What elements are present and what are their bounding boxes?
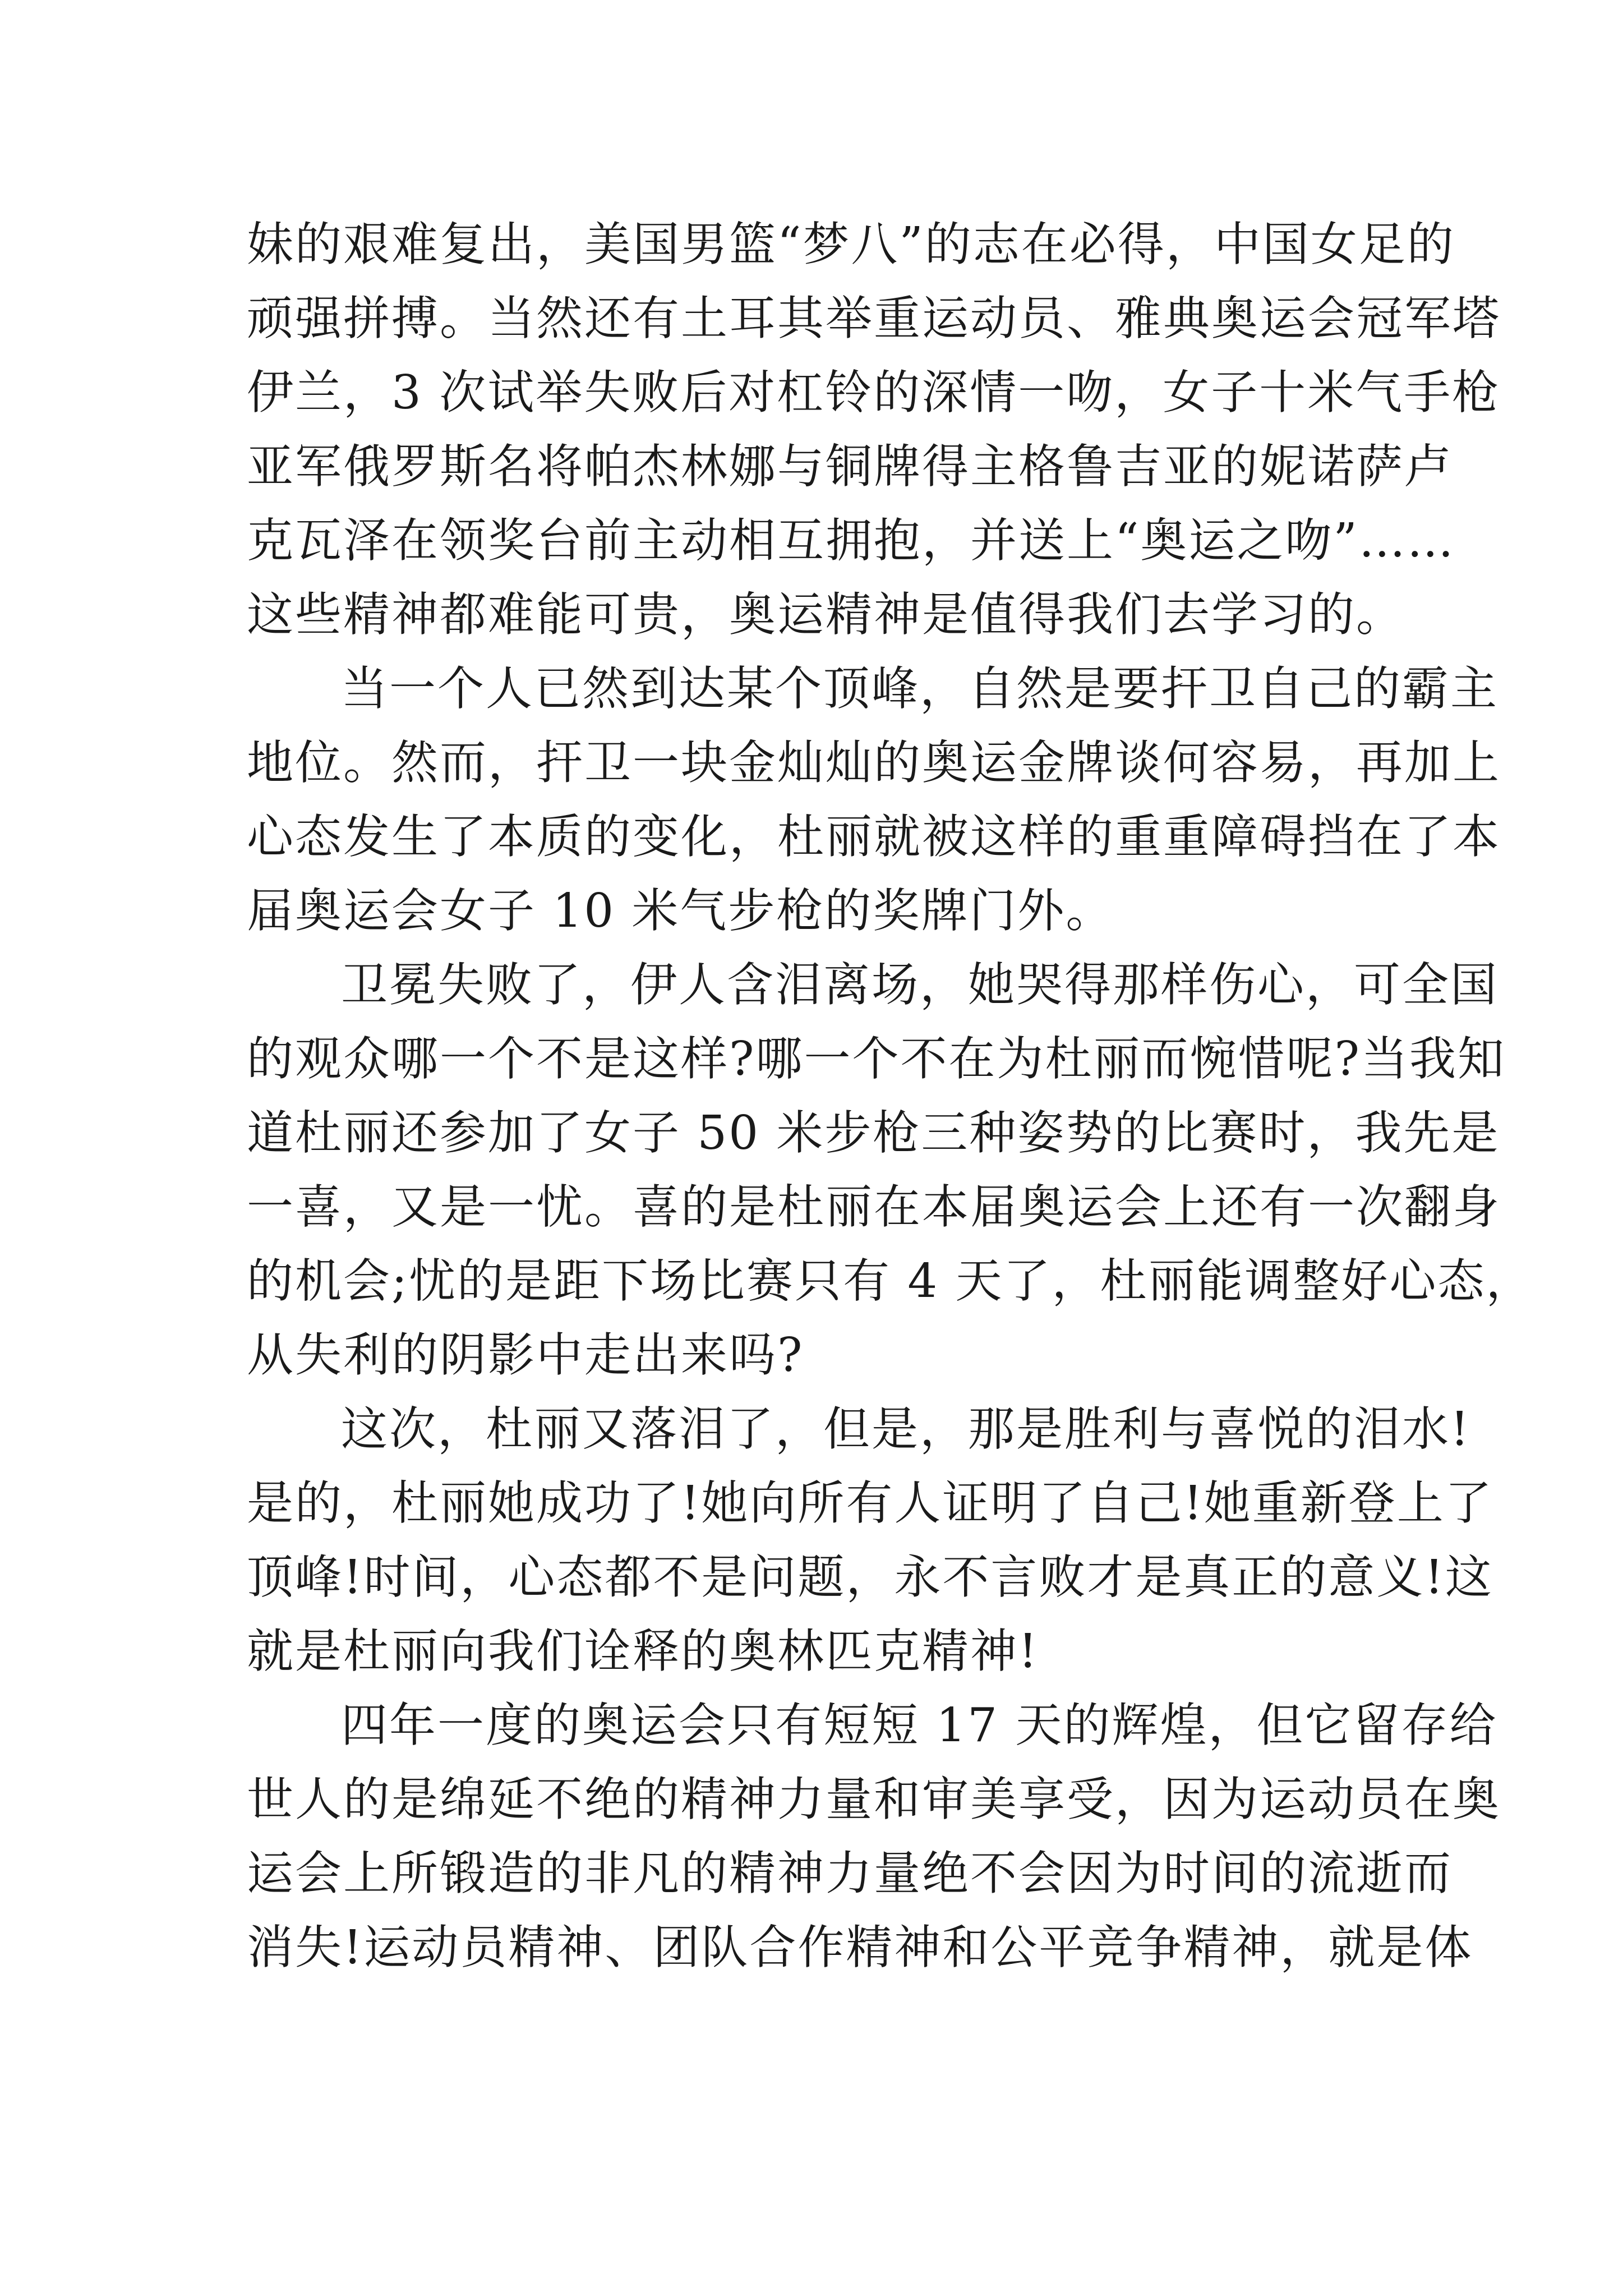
text-line: 这些精神都难能可贵，奥运精神是值得我们去学习的。 [247,587,1404,642]
paragraph-first-line: 这次，杜丽又落泪了，但是，那是胜利与喜悦的泪水! [341,1402,1471,1456]
text-line: 亚军俄罗斯名将帕杰林娜与铜牌得主格鲁吉亚的妮诺萨卢 [247,439,1453,494]
text-line: 顶峰!时间，心态都不是问题，永不言败才是真正的意义!这 [247,1550,1493,1604]
text-line: 妹的艰难复出，美国男篮“梦八”的志在必得，中国女足的 [247,217,1455,272]
text-line: 的观众哪一个不是这样?哪一个不在为杜丽而惋惜呢?当我知 [247,1032,1506,1086]
text-line: 运会上所锻造的非凡的精神力量绝不会因为时间的流逝而 [247,1846,1453,1901]
text-line: 顽强拼搏。当然还有土耳其举重运动员、雅典奥运会冠军塔 [247,291,1501,346]
paragraph-first-line: 当一个人已然到达某个顶峰，自然是要扞卫自己的霸主 [341,661,1498,716]
text-line: 的机会;忧的是距下场比赛只有 4 天了，杜丽能调整好心态， [247,1254,1534,1308]
text-line: 心态发生了本质的变化，杜丽就被这样的重重障碍挡在了本 [247,809,1501,864]
text-line: 地位。然而，扞卫一块金灿灿的奥运金牌谈何容易，再加上 [247,735,1501,790]
text-line: 克瓦泽在领奖台前主动相互拥抱，并送上“奥运之吻”…… [247,513,1455,568]
text-line: 届奥运会女子 10 米气步枪的奖牌门外。 [247,884,1114,938]
paragraph-first-line: 卫冕失败了，伊人含泪离场，她哭得那样伤心，可全国 [341,958,1498,1012]
text-line: 从失利的阴影中走出来吗? [247,1328,804,1382]
text-line: 道杜丽还参加了女子 50 米步枪三种姿势的比赛时，我先是 [247,1106,1500,1160]
text-line: 消失!运动员精神、团队合作精神和公平竞争精神，就是体 [247,1920,1473,1975]
text-line: 伊兰，3 次试举失败后对杠铃的深情一吻，女子十米气手枪 [247,365,1501,420]
text-line: 一喜，又是一忧。喜的是杜丽在本届奥运会上还有一次翻身 [247,1180,1501,1234]
text-line: 就是杜丽向我们诠释的奥林匹克精神! [247,1624,1039,1678]
text-line: 是的，杜丽她成功了!她向所有人证明了自己!她重新登上了 [247,1476,1493,1530]
text-line: 世人的是绵延不绝的精神力量和审美享受，因为运动员在奥 [247,1772,1501,1826]
paragraph-first-line: 四年一度的奥运会只有短短 17 天的辉煌，但它留存给 [341,1698,1498,1752]
